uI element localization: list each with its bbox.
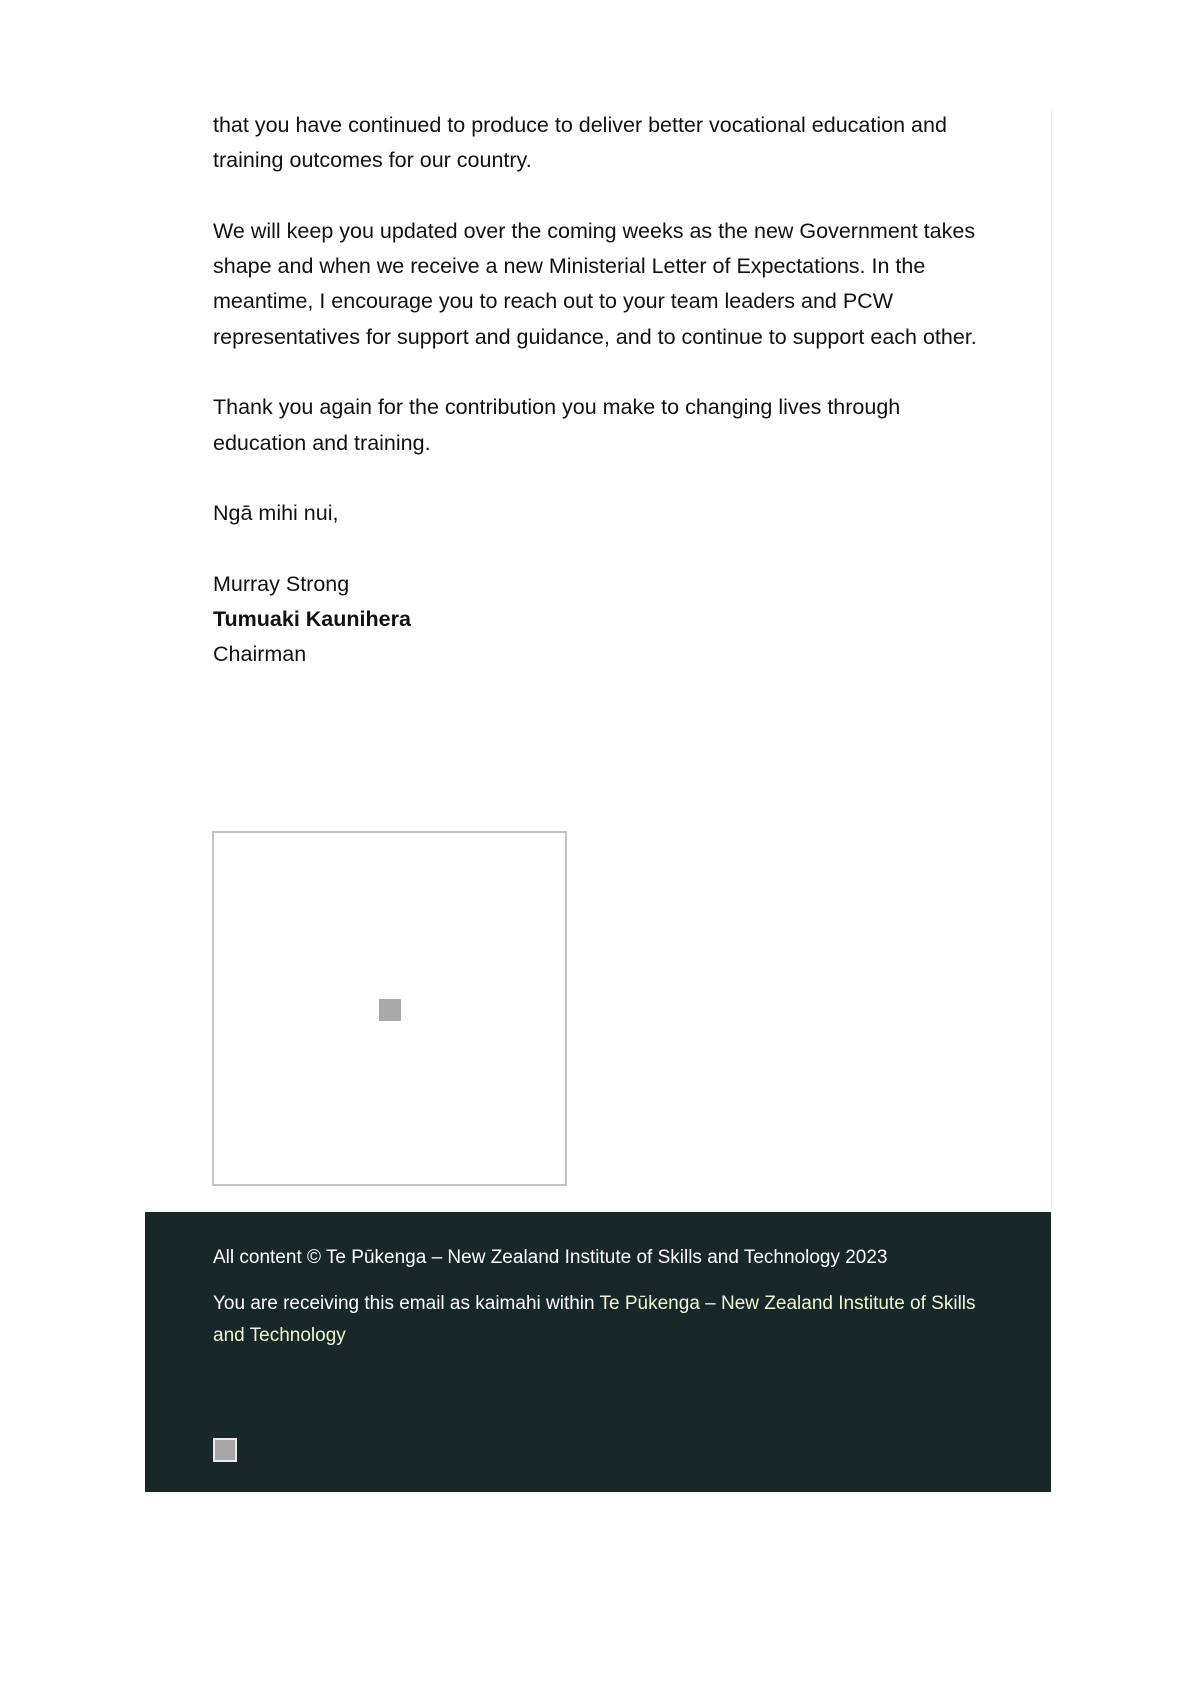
broken-image-icon [379, 999, 401, 1021]
footer-copyright: All content © Te Pūkenga – New Zealand Institute of Skills and Technology 2023 [213, 1247, 888, 1268]
email-footer [145, 1212, 1051, 1492]
paragraph-updates: We will keep you updated over the coming weeks as the new Government takes shape and when we receive a new Ministerial Letter of Expectations. In the meantime, I encourage you to reach out to your team leaders and PCW representatives for support and guidance, and to continue to support each other. [213, 218, 977, 349]
paragraph-thanks: Thank you again for the contribution you make to changing lives through education and training. [213, 395, 901, 455]
image-placeholder [212, 831, 567, 1186]
signature-title-maori: Tumuaki Kaunihera [213, 607, 411, 632]
footer-organisation-link[interactable]: Te Pūkenga – New Zealand Institute of Skills and Technology [213, 1293, 976, 1346]
paragraph-outcomes: that you have continued to produce to deliver better vocational education and training outcomes for our country. [213, 113, 947, 173]
email-body [213, 108, 993, 708]
footer-notice [213, 1288, 1003, 1352]
footer-notice-text: You are receiving this email as kaimahi within [213, 1293, 600, 1314]
signature-name: Murray Strong [213, 571, 350, 596]
broken-logo-icon [213, 1438, 237, 1462]
signature-block [213, 567, 993, 673]
sign-off: Ngā mihi nui, [213, 501, 339, 526]
signature-title-english: Chairman [213, 642, 307, 667]
